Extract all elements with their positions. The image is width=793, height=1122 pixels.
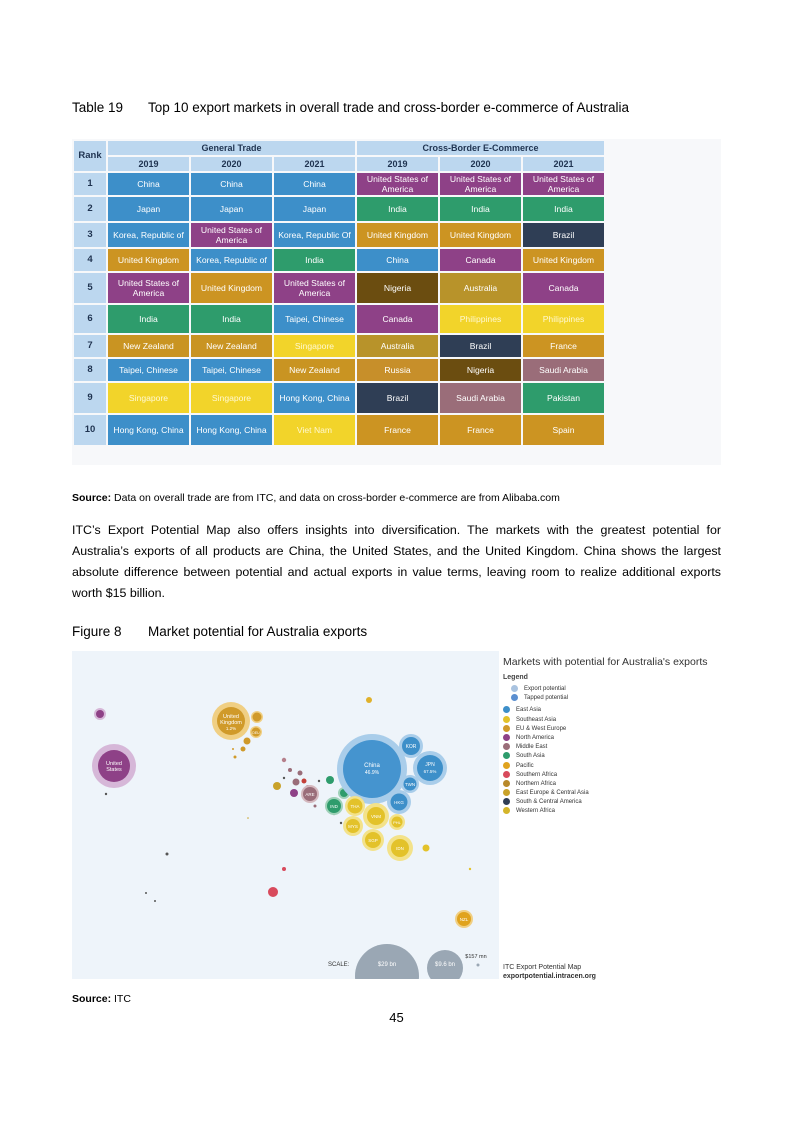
market-cell: Korea, Republic of	[108, 223, 189, 247]
rank-cell: 3	[74, 223, 106, 247]
legend-items	[503, 685, 723, 703]
market-cell: United Kingdom	[191, 273, 272, 303]
market-cell: Australia	[440, 273, 521, 303]
bubble-nzl-label: NZL	[459, 917, 469, 922]
market-cell: Singapore	[108, 383, 189, 413]
bubble-small	[288, 768, 292, 772]
bubble-are-label: ARE	[305, 792, 315, 797]
figure-number: Figure 8	[72, 624, 122, 639]
table-row	[74, 223, 604, 247]
market-cell: United States of America	[523, 173, 604, 195]
rank-header: Rank	[74, 141, 106, 171]
market-cell: France	[523, 335, 604, 357]
legend-region	[503, 725, 723, 734]
market-cell: China	[274, 173, 355, 195]
legend-label: Legend	[503, 674, 528, 681]
legend-item	[503, 685, 723, 694]
market-cell: United Kingdom	[108, 249, 189, 271]
legend-region-label: Pacific	[516, 762, 534, 769]
market-cell: Hong Kong, China	[191, 415, 272, 445]
legend-region-label: Southeast Asia	[516, 716, 557, 723]
market-cell: Canada	[357, 305, 438, 333]
bubble-small	[298, 771, 303, 776]
bubble-small	[314, 805, 317, 808]
market-cell: India	[274, 249, 355, 271]
year-header: 2019	[357, 157, 438, 171]
market-cell: New Zealand	[108, 335, 189, 357]
legend-region-label: South Asia	[516, 753, 545, 760]
bubble-small	[253, 713, 262, 722]
region-swatch-icon	[503, 725, 510, 732]
market-cell: Australia	[357, 335, 438, 357]
market-cell: Singapore	[191, 383, 272, 413]
market-cell: New Zealand	[274, 359, 355, 381]
table-row	[74, 415, 604, 445]
market-cell: Taipei, Chinese	[108, 359, 189, 381]
market-cell: India	[357, 197, 438, 221]
table-row	[74, 273, 604, 303]
legend-swatch-icon	[511, 694, 518, 701]
legend-region-label: Middle East	[516, 744, 548, 751]
market-cell: China	[357, 249, 438, 271]
market-cell: Saudi Arabia	[440, 383, 521, 413]
legend-region-label: Southern Africa	[516, 771, 558, 778]
bubble-deu-label: DEU	[252, 731, 260, 735]
bubble-small	[326, 776, 334, 784]
region-swatch-icon	[503, 716, 510, 723]
figure-source-label: Source:	[72, 993, 112, 1005]
table-row	[74, 383, 604, 413]
market-cell: India	[523, 197, 604, 221]
bubble-china-label: China	[364, 763, 380, 769]
bubble-small	[273, 782, 281, 790]
export-markets-table	[72, 139, 606, 447]
table-row	[74, 197, 604, 221]
bubble-uk-pct: 1.2%	[225, 726, 237, 731]
bubble-small	[302, 779, 307, 784]
legend-region	[503, 734, 723, 743]
export-potential-bubble-map	[72, 651, 499, 979]
table-row	[74, 249, 604, 271]
figure-title: Market potential for Australia exports	[148, 624, 368, 639]
region-swatch-icon	[503, 762, 510, 769]
export-markets-table-container	[72, 139, 721, 465]
legend-regions	[503, 706, 723, 816]
legend-item-label: Export potential	[524, 686, 566, 693]
legend-region-label: East Europe & Central Asia	[516, 790, 589, 797]
bubble-ind-label: IND	[330, 804, 338, 809]
market-cell: United States of America	[191, 223, 272, 247]
bubble-jpn-pct: 67.5%	[423, 769, 437, 774]
group-header: General Trade	[108, 141, 355, 155]
table-row	[74, 305, 604, 333]
bubble-small	[293, 779, 300, 786]
market-cell: United States of America	[357, 173, 438, 195]
legend-region-label: North America	[516, 735, 555, 742]
market-cell: India	[191, 305, 272, 333]
market-cell: Saudi Arabia	[523, 359, 604, 381]
bubble-phl-label: PHL	[393, 820, 401, 825]
figure-caption	[72, 624, 367, 639]
bubble-small	[340, 822, 342, 824]
market-cell: Canada	[523, 273, 604, 303]
legend-region-label: Western Africa	[516, 808, 555, 815]
year-header: 2021	[274, 157, 355, 171]
table-source-label: Source:	[72, 492, 112, 504]
legend-region	[503, 706, 723, 715]
region-swatch-icon	[503, 798, 510, 805]
map-credit	[503, 963, 596, 981]
map-legend	[503, 656, 723, 817]
bubble-mys-label: MYS	[348, 824, 358, 829]
bubble-usa-label-2: States	[106, 767, 122, 773]
table-source-text: Data on overall trade are from ITC, and data on cross-border e-commerce are from Alibaba.com	[114, 492, 560, 504]
credit-url: exportpotential.intracen.org	[503, 973, 596, 980]
bubble-small	[290, 789, 298, 797]
region-swatch-icon	[503, 734, 510, 741]
market-cell: Nigeria	[440, 359, 521, 381]
legend-region-label: East Asia	[516, 707, 542, 714]
market-cell: Canada	[440, 249, 521, 271]
legend-title: Markets with potential for Australia's exports	[503, 656, 708, 668]
bubble-small	[283, 777, 285, 779]
region-swatch-icon	[503, 743, 510, 750]
credit-line-1: ITC Export Potential Map	[503, 964, 582, 971]
figure-source	[72, 993, 131, 1005]
scale-value-large: $29 bn	[377, 962, 397, 968]
bubble-small	[241, 747, 246, 752]
bubble-small	[318, 780, 320, 782]
market-cell: France	[440, 415, 521, 445]
bubble-small	[234, 756, 237, 759]
region-swatch-icon	[503, 780, 510, 787]
bubble-small	[282, 867, 286, 871]
bubble-map-svg	[72, 651, 499, 979]
market-cell: Singapore	[274, 335, 355, 357]
market-cell: Hong Kong, China	[274, 383, 355, 413]
rank-cell: 10	[74, 415, 106, 445]
bubble-uk-label-2: Kingdom	[220, 720, 242, 726]
market-cell: Korea, Republic of	[191, 249, 272, 271]
bubble-uk-label-1: United	[223, 714, 239, 720]
bubble-small	[247, 817, 249, 819]
credit-line-2	[503, 972, 596, 981]
bubble-twn-label: TWN	[404, 782, 416, 787]
market-cell: Brazil	[357, 383, 438, 413]
figure-source-text: ITC	[114, 993, 131, 1005]
market-cell: Spain	[523, 415, 604, 445]
legend-region	[503, 762, 723, 771]
legend-item	[503, 694, 723, 703]
rank-cell: 4	[74, 249, 106, 271]
legend-region	[503, 807, 723, 816]
table-source	[72, 492, 560, 504]
region-swatch-icon	[503, 752, 510, 759]
bubble-small	[366, 697, 372, 703]
legend-region	[503, 743, 723, 752]
market-cell: United Kingdom	[523, 249, 604, 271]
table-row	[74, 335, 604, 357]
market-cell: India	[440, 197, 521, 221]
bubble-small	[145, 892, 147, 894]
table-caption	[72, 100, 629, 115]
rank-cell: 7	[74, 335, 106, 357]
region-swatch-icon	[503, 771, 510, 778]
bubble-jpn-inner	[417, 755, 443, 781]
legend-region	[503, 716, 723, 725]
market-cell: United Kingdom	[440, 223, 521, 247]
page-number: 45	[389, 1010, 404, 1025]
scale-label: SCALE:	[328, 962, 350, 968]
bubble-small	[96, 710, 104, 718]
market-cell: Japan	[191, 197, 272, 221]
market-cell: China	[191, 173, 272, 195]
region-swatch-icon	[503, 706, 510, 713]
rank-cell: 5	[74, 273, 106, 303]
legend-region-label: EU & West Europe	[516, 725, 567, 732]
rank-cell: 9	[74, 383, 106, 413]
bubble-small	[469, 868, 471, 870]
bubble-small	[166, 853, 169, 856]
region-swatch-icon	[503, 807, 510, 814]
rank-cell: 8	[74, 359, 106, 381]
market-cell: Taipei, Chinese	[274, 305, 355, 333]
bubble-china-pct: 46.9%	[364, 770, 380, 776]
market-cell: Taipei, Chinese	[191, 359, 272, 381]
bubble-small	[232, 748, 234, 750]
scale-value-small: $157 mn	[465, 954, 487, 960]
year-header: 2019	[108, 157, 189, 171]
bubble-hkg-label: HKG	[394, 800, 404, 805]
bubble-small	[244, 738, 251, 745]
year-header: 2021	[523, 157, 604, 171]
market-cell: China	[108, 173, 189, 195]
market-cell: Pakistan	[523, 383, 604, 413]
group-header: Cross-Border E-Commerce	[357, 141, 604, 155]
bubble-small	[105, 793, 107, 795]
market-cell: Japan	[108, 197, 189, 221]
year-header: 2020	[191, 157, 272, 171]
market-cell: Philippines	[523, 305, 604, 333]
bubble-small	[282, 758, 286, 762]
market-cell: Brazil	[440, 335, 521, 357]
region-swatch-icon	[503, 789, 510, 796]
market-cell: Russia	[357, 359, 438, 381]
legend-swatch-icon	[511, 685, 518, 692]
market-cell: India	[108, 305, 189, 333]
rank-cell: 1	[74, 173, 106, 195]
market-cell: Hong Kong, China	[108, 415, 189, 445]
market-cell: Brazil	[523, 223, 604, 247]
legend-region	[503, 752, 723, 761]
market-cell: Japan	[274, 197, 355, 221]
market-cell: United States of America	[274, 273, 355, 303]
bubble-tha-label: THA	[350, 804, 360, 809]
rank-cell: 6	[74, 305, 106, 333]
table-row	[74, 173, 604, 195]
legend-region	[503, 771, 723, 780]
market-cell: Philippines	[440, 305, 521, 333]
market-cell: Viet Nam	[274, 415, 355, 445]
scale-circle-small	[477, 964, 480, 967]
legend-region	[503, 780, 723, 789]
table-row	[74, 359, 604, 381]
bubble-small	[423, 845, 430, 852]
bubble-kor-label: KOR	[405, 744, 417, 750]
legend-region-label: South & Central America	[516, 799, 582, 806]
body-paragraph: ITC’s Export Potential Map also offers insights into diversification. The markets with the greatest potential for Australia’s exports of all products are China, the United States, and the United Kingdom. China shows the largest absolute difference between potential and actual exports in value terms, leaving room to realize additional exports worth $15 billion.	[72, 523, 721, 600]
bubble-small	[268, 887, 278, 897]
table-title: Top 10 export markets in overall trade and cross-border e-commerce of Australia	[148, 100, 629, 115]
market-cell: United States of America	[108, 273, 189, 303]
rank-cell: 2	[74, 197, 106, 221]
bubble-jpn-label: JPN	[425, 762, 435, 768]
year-header: 2020	[440, 157, 521, 171]
table-number: Table 19	[72, 100, 124, 115]
legend-item-label: Tapped potential	[524, 695, 569, 702]
bubble-small	[154, 900, 156, 902]
market-cell: New Zealand	[191, 335, 272, 357]
market-cell: Korea, Republic Of	[274, 223, 355, 247]
bubble-sgp-label: SGP	[368, 838, 378, 843]
market-cell: Nigeria	[357, 273, 438, 303]
bubble-usa-label-1: United	[106, 761, 122, 767]
market-cell: United States of America	[440, 173, 521, 195]
legend-region	[503, 798, 723, 807]
legend-region-label: Northern Africa	[516, 780, 557, 787]
market-cell: France	[357, 415, 438, 445]
bubble-vnm-label: VNM	[371, 814, 381, 819]
scale-value-medium: $9.6 bn	[434, 962, 456, 968]
bubble-idn-label: IDN	[396, 846, 404, 851]
bubble-china-inner	[343, 740, 401, 798]
legend-region	[503, 789, 723, 798]
market-cell: United Kingdom	[357, 223, 438, 247]
